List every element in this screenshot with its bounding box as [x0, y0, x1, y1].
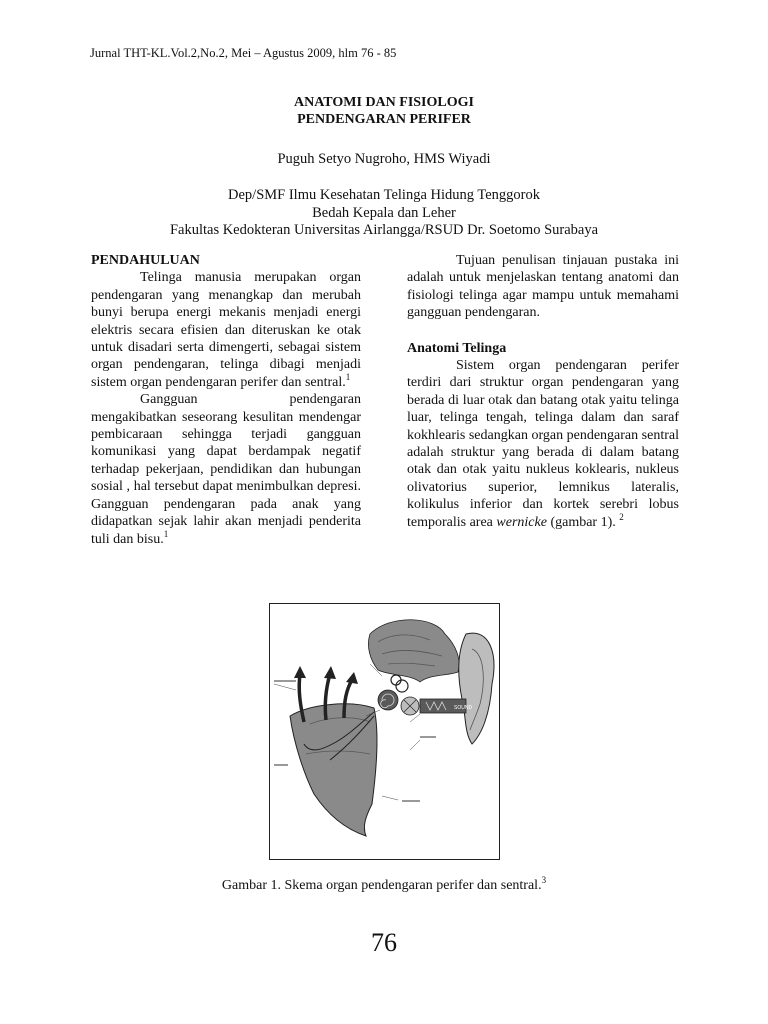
title-block: [0, 94, 768, 240]
term-wernicke: wernicke: [496, 514, 547, 530]
reference-marker: 3: [541, 875, 547, 885]
sound-label: SOUND: [454, 705, 473, 711]
figure-caption: [0, 875, 768, 894]
paragraph-intro-2-text: Gangguan pendengaran mengakibatkan seseorang kesulitan mendengar pembicaraan sehingga terjadi gangguan komunikasi yang dapat berdampak negatif terhadap pekerjaan, pendidikan dan hubungan sosial , hal tersebut dapat menimbulkan depresi. Gangguan pendengaran pada anak yang didapatkan sejak lahir akan menjadi penderita tuli dan bisu.: [91, 392, 361, 547]
running-head: Jurnal THT-KL.Vol.2,No.2, Mei – Agustus 2009, hlm 76 - 85: [90, 46, 397, 60]
affiliation: [0, 187, 768, 240]
affiliation-line-3: Fakultas Kedokteran Universitas Airlangga/RSUD Dr. Soetomo Surabaya: [169, 222, 599, 238]
brainstem-illustration: [290, 704, 377, 836]
page-number: 76: [371, 928, 397, 957]
outer-ear-illustration: [459, 633, 494, 744]
paragraph-purpose: Tujuan penulisan tinjauan pustaka ini adalah untuk menjelaskan tentang anatomi dan fisiologi telinga agar mampu untuk memahami gangguan pendengaran.: [407, 253, 679, 321]
right-column: [407, 252, 679, 531]
paper-title-line-2: PENDENGARAN PERIFER: [297, 112, 471, 127]
auditory-pathway-illustration: [270, 604, 499, 859]
paragraph-intro-1: [91, 269, 361, 391]
figure-caption-text: Gambar 1. Skema organ pendengaran perifer dan sentral.: [221, 878, 542, 893]
paper-title-line-1: ANATOMI DAN FISIOLOGI: [294, 95, 474, 110]
reference-marker: 1: [345, 371, 351, 382]
left-column: [91, 252, 361, 548]
reference-marker: 2: [619, 511, 624, 522]
paragraph-anatomi-tail: (gambar 1).: [550, 514, 616, 530]
paragraph-anatomi: [407, 357, 679, 531]
paragraph-anatomi-text: Sistem organ pendengaran perifer terdiri dari struktur organ pendengaran yang berada di luar otak dan batang otak yaitu telinga luar, telinga tengah, telinga dalam dan saraf kokhlearis sedangkan organ pendengaran sentral adalah struktur yang berada di dalam batang otak dan otak yaitu nukleus koklearis, nukleus olivatorius superior, lemnikus lateralis, kolikulus inferior dan kortek serebri lobus temporalis area: [407, 358, 679, 530]
cochlea-illustration: [378, 690, 398, 710]
section-heading-pendahuluan: PENDAHULUAN: [91, 253, 200, 268]
affiliation-line-1: Dep/SMF Ilmu Kesehatan Telinga Hidung Tenggorok: [228, 187, 540, 203]
section-heading-anatomi-telinga: Anatomi Telinga: [407, 340, 507, 356]
paragraph-intro-1-text: Telinga manusia merupakan organ pendengaran yang menangkap dan merubah bunyi berupa energi mekanis menjadi energi elektris secara efisien dan diteruskan ke otak untuk disadari serta dimengerti, sebagai sistem organ pendengaran, telinga dibagi menjadi sistem organ pendengaran perifer dan sentral.: [91, 270, 361, 390]
authors: Puguh Setyo Nugroho, HMS Wiyadi: [277, 151, 491, 167]
affiliation-line-2: Bedah Kepala dan Leher: [312, 204, 456, 221]
figure-1-auditory-pathway: [269, 603, 500, 860]
paragraph-intro-2: [91, 391, 361, 548]
reference-marker: 1: [163, 528, 169, 539]
